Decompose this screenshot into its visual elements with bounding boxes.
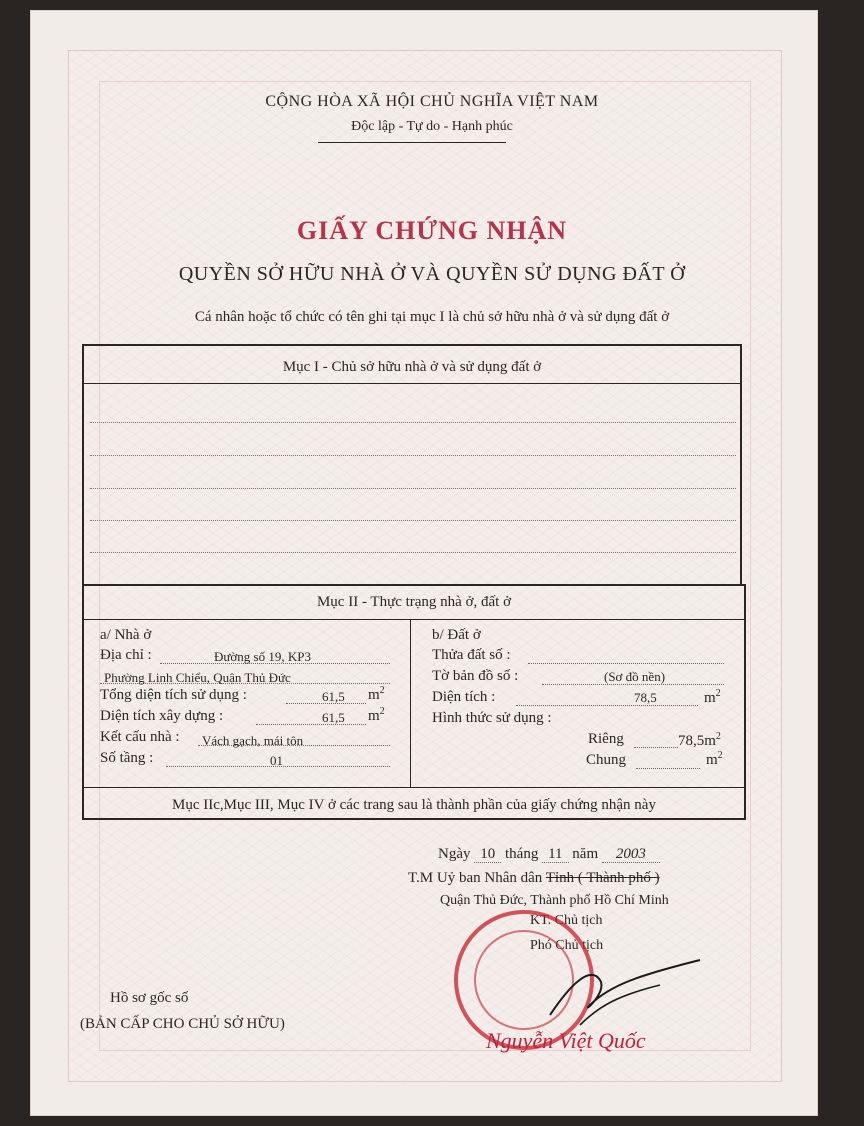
structure-value: Vách gạch, mái tôn — [202, 733, 304, 748]
role-deputy: Phó Chủ tịch — [530, 938, 604, 953]
intro-text: Cá nhân hoặc tổ chức có tên ghi tại mục I là chủ sở hữu nhà ở và sử dụng đất ở — [194, 309, 670, 325]
date-day: 10 — [474, 846, 501, 863]
date-year: 2003 — [602, 846, 660, 863]
motto: Độc lập - Tự do - Hạnh phúc — [351, 119, 513, 134]
owner-line-3 — [90, 488, 736, 489]
document-subtitle: QUYỀN SỞ HỮU NHÀ Ở VÀ QUYỀN SỬ DỤNG ĐẤT Ở — [178, 263, 686, 285]
address-value: Đường số 19, KP3 — [214, 649, 311, 664]
map-label: Tờ bản đồ số : — [432, 668, 519, 684]
owner-copy-note: (BẢN CẤP CHO CHỦ SỞ HỮU) — [80, 1016, 285, 1032]
owner-line-5 — [90, 552, 736, 553]
private-value: 78,5m — [678, 733, 716, 749]
land-area-value: 78,5 — [634, 690, 657, 705]
shared-unit: m — [706, 752, 718, 768]
built-area-label: Diện tích xây dựng : — [100, 708, 224, 724]
built-area-value: 61,5 — [322, 710, 345, 725]
date-month: 11 — [542, 846, 568, 863]
date-day-label: Ngày — [438, 846, 471, 862]
map-value: (Sơ đồ nền) — [604, 669, 666, 684]
section-2-title: Mục II - Thực trạng nhà ở, đất ở — [316, 594, 512, 610]
role-vice: KT. Chủ tịch — [530, 913, 603, 928]
owner-line-1 — [90, 422, 736, 423]
land-area-unit: m — [704, 690, 716, 706]
usage-label: Hình thức sử dụng : — [432, 710, 552, 726]
land-heading: b/ Đất ở — [432, 627, 481, 643]
document-title: GIẤY CHỨNG NHẬN — [296, 216, 568, 245]
date-year-label: năm — [572, 846, 599, 862]
plot-label: Thửa đất số : — [432, 647, 511, 663]
signer-name: Nguyễn Việt Quốc — [486, 1028, 646, 1053]
floors-label: Số tầng : — [100, 750, 154, 766]
section-1-rule — [82, 383, 742, 384]
house-heading: a/ Nhà ở — [100, 627, 152, 643]
section-2-rule — [82, 619, 746, 620]
total-area-label: Tổng diện tích sử dụng : — [100, 687, 247, 703]
section-1-box — [82, 344, 742, 586]
built-area-unit: m — [368, 708, 380, 724]
total-area-unit: m — [368, 687, 380, 703]
address-label: Địa chỉ : — [100, 647, 152, 663]
land-area-label: Diện tích : — [432, 689, 496, 705]
shared-label: Chung — [586, 752, 627, 768]
total-area-value: 61,5 — [322, 689, 345, 704]
section-2-footer-rule — [82, 787, 746, 788]
authority-prefix: T.M Uỷ ban Nhân dân — [408, 870, 543, 886]
original-file-label: Hồ sơ gốc số — [110, 990, 189, 1006]
authority-district: Quận Thủ Đức, Thành phố Hồ Chí Minh — [440, 893, 669, 908]
authority-struck: Tỉnh ( Thành phố ) — [545, 870, 660, 886]
shared-dots — [636, 768, 700, 769]
owner-line-2 — [90, 455, 736, 456]
section-2-divider — [410, 619, 411, 787]
address-value-2: Phường Linh Chiểu, Quận Thủ Đức — [104, 670, 291, 685]
section-1-title: Mục I - Chủ sở hữu nhà ở và sử dụng đất ở — [282, 359, 542, 375]
date-line — [438, 846, 660, 863]
private-label: Riêng — [588, 731, 624, 747]
motto-underline — [318, 142, 506, 143]
owner-line-4 — [90, 520, 736, 521]
handwritten-signature — [540, 945, 710, 1035]
plot-dots — [528, 663, 724, 664]
date-month-label: tháng — [505, 846, 539, 862]
land-area-dots — [516, 705, 698, 706]
floors-value: 01 — [270, 753, 283, 768]
structure-label: Kết cấu nhà : — [100, 729, 180, 745]
nation-heading: CỘNG HÒA XÃ HỘI CHỦ NGHĨA VIỆT NAM — [265, 93, 599, 110]
section-2-footer: Mục IIc,Mục III, Mục IV ở các trang sau là thành phần của giấy chứng nhận này — [172, 797, 656, 813]
built-area-dots — [256, 724, 366, 725]
private-dots — [634, 747, 678, 748]
authority-line — [408, 870, 660, 887]
